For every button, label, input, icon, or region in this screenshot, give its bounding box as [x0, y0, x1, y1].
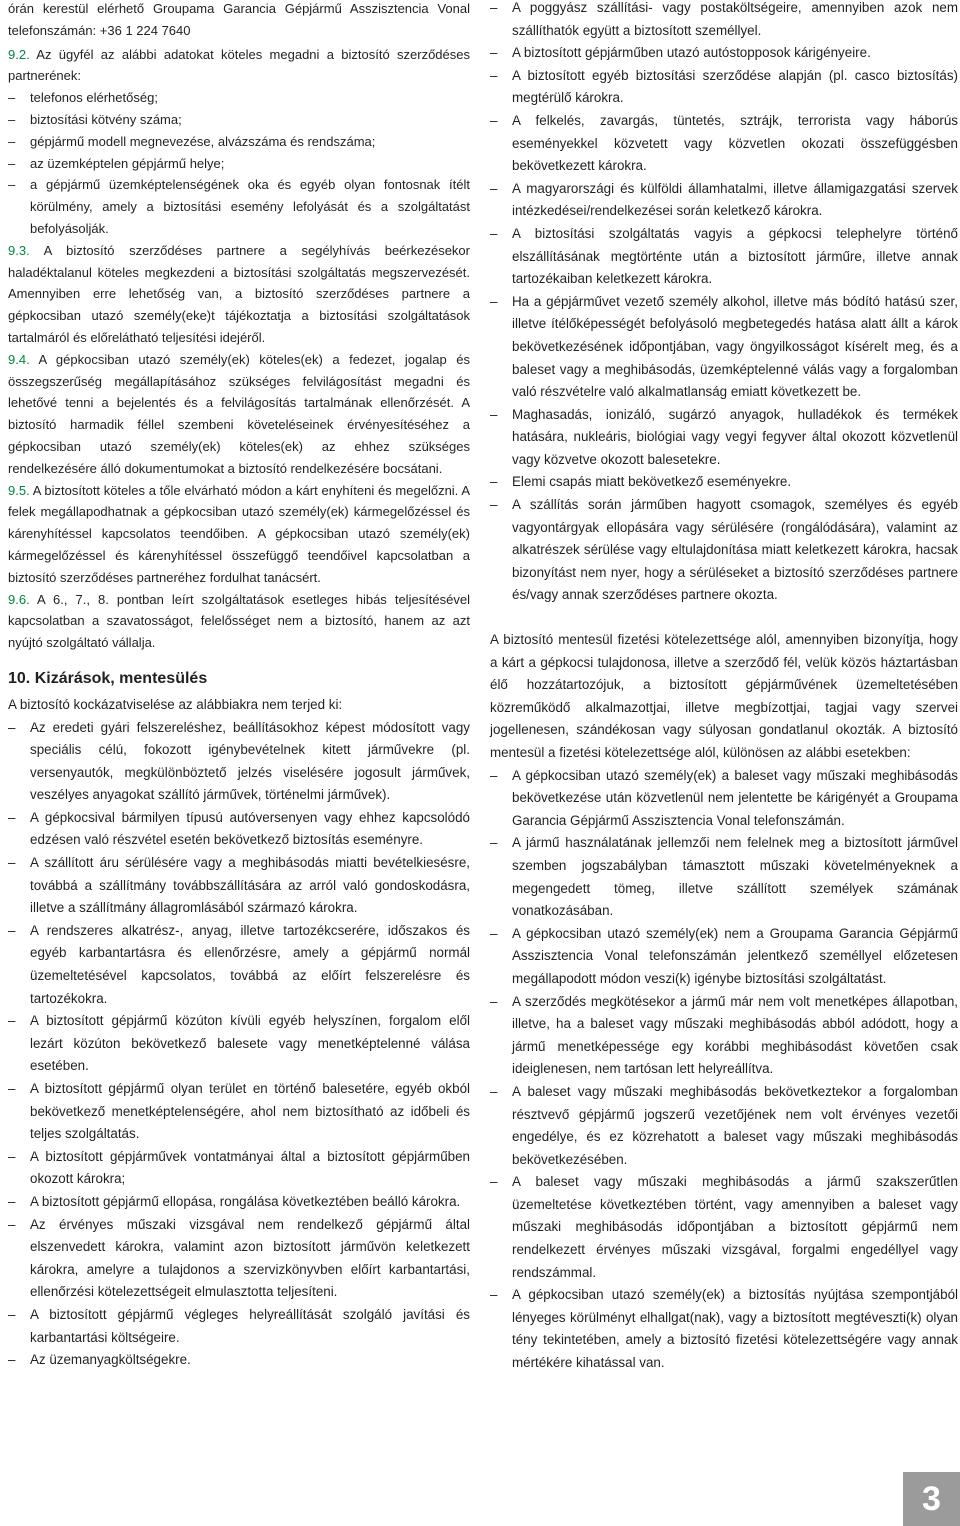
section-text: A 6., 7., 8. pontban leírt szolgáltatások esetleges hibás teljesítésével kapcsolatban a szavatosságot, felelősséget nem a biztosító, hanem az azt nyújtó szolgáltató vállalja.	[8, 591, 470, 651]
list-item: – A gépkocsiban utazó személy(ek) a baleset vagy műszaki meghibásodás bekövetkezése után közvetlenül nem jelentette be kárigényét a Groupama Garancia Gépjármű Asszisztencia Vonal telefonszámán.	[490, 765, 958, 833]
list-item: – A biztosított gépjárműben utazó autóstopposok kárigényeire.	[490, 42, 958, 65]
intro-paragraph: órán kerestül elérhető Groupama Garancia Gépjármű Asszisztencia Vonal telefonszámán: +36 1 224 7640	[8, 1, 470, 38]
list-item: – A rendszeres alkatrész-, anyag, illetve tartozékcserére, időszakos és egyéb karbantartásra és ellenőrzésre, amely a gépjármű normál üzemeltetésével kapcsolatos, továbbá az előírt felszerelésre és tartozékokra.	[8, 920, 470, 1010]
section-number: 9.6.	[8, 591, 30, 607]
list-item: – A biztosított gépjármű közúton kívüli egyéb helyszínen, forgalom elől lezárt közúton bekövetkező balesete vagy menetképtelenné válása esetében.	[8, 1010, 470, 1078]
exclusions-intro: A biztosító kockázatviselése az alábbiakra nem terjed ki:	[8, 696, 343, 712]
list-item: – A gépkocsival bármilyen típusú autóversenyen vagy ehhez kapcsolódó edzésen való részvétel esetén bekövetkező biztosítás eseményre.	[8, 807, 470, 852]
section-text: A biztosító szerződéses partnere a segélyhívás beérkezésekor haladéktalanul köteles megkezdeni a biztosítási szolgáltatás megszervezését. Amennyiben erre lehetőség van, a biztosító szerződéses partnere a gépkocsiban utazó személy(eke)t tájékoztatja a biztosítási szolgáltatások tartalmáról és előrelátható teljesítési idejéről.	[8, 242, 470, 345]
page-number: 3	[903, 1472, 960, 1526]
section-number: 9.5.	[8, 482, 30, 498]
list-item: – Az érvényes műszaki vizsgával nem rendelkező gépjármű által elszenvedett károkra, valamint azon biztosított járművön keletkezett károkra, amelyre a tulajdonos a szervizkönyvben előírt karbantartási, ellenőrzési kötelezettségeit elmulasztotta teljesíteni.	[8, 1214, 470, 1304]
list-item: – A felkelés, zavargás, tüntetés, sztrájk, terrorista vagy háborús eseményekkel közvetett vagy közvetlen okozati összefüggésben bekövetkezett károkra.	[490, 110, 958, 178]
list-item: – A biztosított egyéb biztosítási szerződése alapján (pl. casco biztosítás) megtérülő károkra.	[490, 65, 958, 110]
section-9-4	[8, 349, 470, 480]
section-9-5	[8, 480, 470, 589]
list-item: – A gépkocsiban utazó személy(ek) a biztosítás nyújtása szempontjából lényeges körülményt elhallgat(nak), vagy a biztosított megtéveszti(k) olyan tény tekintetében, amely a biztosító fizetési kötelezettségére vagy annak mértékére kihatással van.	[490, 1284, 958, 1374]
list-item: – A baleset vagy műszaki meghibásodás bekövetkeztekor a forgalomban résztvevő gépjármű jogszerű vezetőjének nem volt érvényes vezetői engedélye, és ez közrehatott a baleset vagy műszaki meghibásodás bekövetkezésében.	[490, 1081, 958, 1171]
list-item: – A biztosított gépjármű olyan terület en történő balesetére, egyéb okból bekövetkező menetképtelenségére, ahol nem biztosítható az időbeli és teljes szolgáltatás.	[8, 1078, 470, 1146]
list-item: – A szerződés megkötésekor a jármű már nem volt menetképes állapotban, illetve, ha a baleset vagy műszaki meghibásodás abból adódott, hogy a jármű menetképessége egy korábbi meghibásodást követően csak ideiglenesen, nem tartósan lett helyreállítva.	[490, 991, 958, 1081]
section-9-6	[8, 589, 470, 654]
list-item: – A szállított áru sérülésére vagy a meghibásodás miatti bevételkiesésre, továbbá a szállítmány továbbszállítására az arról való gondoskodásra, illetve a szállítmány állagromlásából származó károkra.	[8, 852, 470, 920]
exclusions-continued-list	[490, 0, 958, 607]
list-item: – Az üzemanyagköltségekre.	[8, 1349, 470, 1372]
list-item: – A biztosítási szolgáltatás vagyis a gépkocsi telephelyre történő elszállításának megtörténte után a biztosított járműre, illetve annak tartozékaiban keletkezett károkra.	[490, 223, 958, 291]
list-item: – az üzemképtelen gépjármű helye;	[8, 153, 470, 175]
list-item: – A magyarországi és külföldi államhatalmi, illetve államigazgatási szervek intézkedései/rendelkezései során keletkező károkra.	[490, 178, 958, 223]
list-item: – A szállítás során járműben hagyott csomagok, személyes és egyéb vagyontárgyak ellopására vagy sérülésére (rongálódására), valamint az alkatrészek sérülése vagy eltulajdonítása miatt keletkezett károkra, hacsak bizonyítást nem nyer, hogy a sérüléseket a biztosító szerződéses partnere és/vagy annak szerződéses partnere okozta.	[490, 494, 958, 607]
right-column	[490, 0, 958, 1375]
required-data-list	[8, 87, 470, 240]
section-text: A biztosított köteles a tőle elvárható módon a kárt enyhíteni és megelőzni. A felek megállapodhatnak a gépkocsiban utazó személy(ek) kármegelőzéssel és kárenyhítéssel kapcsolatos teendőiben. A gépkocsiban utazó személy(ek) kármegelőzéssel és kárenyhítéssel összefüggő teendőivel kapcsolatban a biztosító szerződéses partneréhez fordulhat tanácsért.	[8, 482, 470, 585]
list-item: – telefonos elérhetőség;	[8, 87, 470, 109]
list-item: – Ha a gépjárművet vezető személy alkohol, illetve más bódító hatású szer, illetve ítélőképességét befolyásoló megbetegedés hatása alatt állt a károk bekövetkezésének időpontjában, vagy öngyilkosságot kísérelt meg, és a baleset vagy a meghibásodás, üzemképtelenné válás vagy a forgalomban való részvételre való alkalmatlanság emiatt következett be.	[490, 291, 958, 404]
exemption-paragraph: A biztosító mentesül fizetési kötelezettsége alól, amennyiben bizonyítja, hogy a kárt a gépkocsi tulajdonosa, illetve a szerződő fél, velük közös háztartásban élő hozzátartozójuk, a biztosított gépjárművének üzemeltetésében közreműködő alkalmazottjai, illetve megbízottjai, tagjai vagy szervei jogellenesen, szándékosan vagy súlyosan gondatlanul okozták. A biztosító mentesül a fizetési kötelezettsége alól, különösen az alábbi esetekben:	[490, 632, 958, 760]
list-item: – A biztosított gépjármű ellopása, rongálása következtében beálló károkra.	[8, 1191, 470, 1214]
list-item: – Az eredeti gyári felszereléshez, beállításokhoz képest módosított vagy speciális célú, fokozott igénybevételnek kitett járművekre (pl. versenyautók, megkülönböztető jelzés viselésére jogosult járművek, veszélyes anyagokat szállító járművek, történelmi járművek).	[8, 717, 470, 807]
list-item: – A biztosított gépjármű végleges helyreállítását szolgáló javítási és karbantartási költségeire.	[8, 1304, 470, 1349]
section-9-3	[8, 240, 470, 349]
list-item: – A biztosított gépjárművek vontatmányai által a biztosított gépjárműben okozott károkra;	[8, 1146, 470, 1191]
left-column	[8, 0, 470, 1372]
list-item: – Elemi csapás miatt bekövetkező eseményekre.	[490, 471, 958, 494]
list-item: – A gépkocsiban utazó személy(ek) nem a Groupama Garancia Gépjármű Asszisztencia Vonal telefonszámán jelentkező személlyel előzetesen megállapodott módon veszi(k) igénybe biztosítási szolgáltatást.	[490, 923, 958, 991]
list-item: – a gépjármű üzemképtelenségének oka és egyéb olyan fontosnak ítélt körülmény, amely a biztosítási esemény lefolyását és a szolgáltatást befolyásolják.	[8, 174, 470, 239]
section-heading: 10. Kizárások, mentesülés	[8, 669, 208, 687]
list-item: – Maghasadás, ionizáló, sugárzó anyagok, hulladékok és termékek hatására, nukleáris, biológiai vagy vegyi fegyver által okozott közvetlenül vagy közvetve okozott balesetekre.	[490, 404, 958, 472]
section-9-2	[8, 44, 470, 88]
list-item: – A baleset vagy műszaki meghibásodás a jármű szakszerűtlen üzemeltetése következtében történt, vagy amennyiben a baleset vagy műszaki meghibásodás időpontjában a biztosított gépjármű nem rendelkezett érvényes műszaki vizsgával, forgalmi engedéllyel vagy rendszámmal.	[490, 1171, 958, 1284]
list-item: – biztosítási kötvény száma;	[8, 109, 470, 131]
list-item: – A jármű használatának jellemzői nem felelnek meg a biztosított járművel szemben jogszabályban támasztott műszaki követelményeknek a megengedett tömeg, illetve szállított személyek számának vonatkozásában.	[490, 832, 958, 922]
list-item: – gépjármű modell megnevezése, alvázszáma és rendszáma;	[8, 131, 470, 153]
section-number: 9.3.	[8, 242, 30, 258]
section-text: A gépkocsiban utazó személy(ek) köteles(ek) a fedezet, jogalap és összegszerűség megállapításához szükséges felvilágosítást megadni és lehetővé tenni a bejelentés és a felvilágosítás tartalmának ellenőrzését. A biztosító harmadik féllel szembeni követeléseinek érvényesítéséhez a gépkocsiban utazó személy(ek) köteles(ek) az ehhez szükséges rendelkezésére álló dokumentumokat a biztosító rendelkezésére bocsátani.	[8, 351, 470, 476]
section-number: 9.4.	[8, 351, 30, 367]
section-text: Az ügyfél az alábbi adatokat köteles megadni a biztosító szerződéses partnerének:	[8, 46, 470, 84]
section-number: 9.2.	[8, 46, 30, 62]
list-item: – A poggyász szállítási- vagy postaköltségeire, amennyiben azok nem szállíthatók együtt a biztosított személlyel.	[490, 0, 958, 42]
exemption-list	[490, 765, 958, 1375]
exclusions-list	[8, 717, 470, 1372]
